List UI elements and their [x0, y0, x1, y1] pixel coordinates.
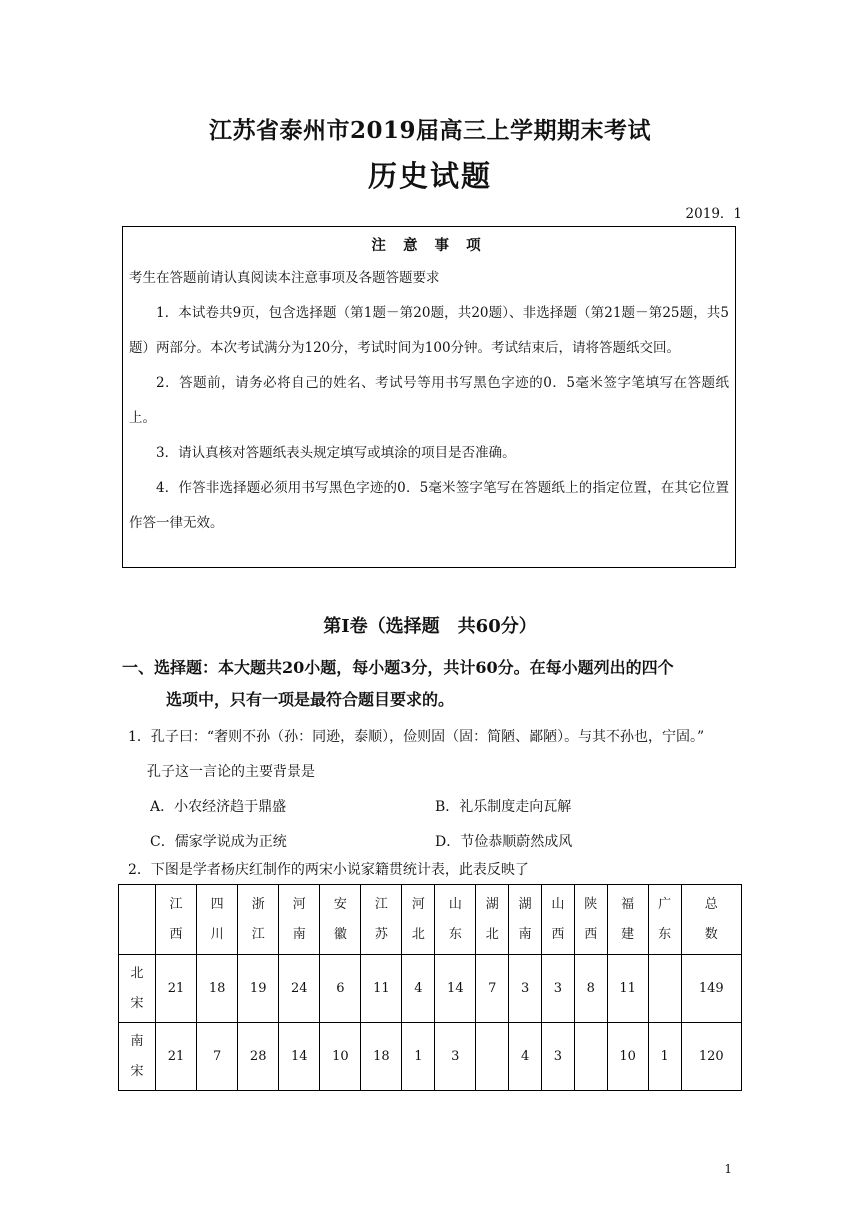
table-header-cell: [320, 885, 361, 955]
label-char: 南: [292, 926, 306, 942]
table-cell: 19: [238, 955, 279, 1023]
subject-title: 历史试题: [367, 159, 492, 193]
label-char: 四: [210, 896, 224, 912]
table-cell: 11: [607, 955, 648, 1023]
page-number: 1: [724, 1162, 732, 1176]
table-cell: 18: [197, 955, 238, 1023]
part-line-2: 选项中，只有一项是最符合题目要求的。: [166, 690, 455, 709]
vertical-label: [608, 890, 648, 950]
table-cell: 4: [509, 1023, 542, 1091]
label-char: 宋: [130, 995, 144, 1011]
label-char: 安: [333, 896, 347, 912]
question-1-stem-cont: 孔子这一言论的主要背景是: [147, 764, 315, 780]
table-cell: 3: [541, 955, 574, 1023]
label-char: 河: [292, 896, 306, 912]
table-cell: 1: [402, 1023, 435, 1091]
part-instructions: [122, 652, 738, 716]
notice-box: [122, 226, 736, 568]
label-char: 福: [621, 896, 635, 912]
table-header-cell: [648, 885, 681, 955]
table-cell: 149: [681, 955, 742, 1023]
notice-heading: 注 意 事 项: [371, 237, 487, 254]
table-header-cell: [197, 885, 238, 955]
label-char: 总: [704, 896, 718, 912]
vertical-label: [279, 890, 319, 950]
vertical-label: [238, 890, 278, 950]
vertical-label: [156, 890, 196, 950]
table-header-cell: [402, 885, 435, 955]
table-cell: 3: [435, 1023, 476, 1091]
vertical-label: [542, 890, 574, 950]
table-cell: 11: [361, 955, 402, 1023]
table-row: [119, 1023, 742, 1091]
question-2-stem: 2．下图是学者杨庆红制作的两宋小说家籍贯统计表，此表反映了: [128, 862, 529, 878]
label-char: 江: [374, 896, 388, 912]
table-row-label: [119, 955, 156, 1023]
label-char: 川: [210, 926, 224, 942]
table-header-cell: [361, 885, 402, 955]
label-char: 宋: [130, 1063, 144, 1079]
vertical-label: [320, 890, 360, 950]
table-header-cell: [435, 885, 476, 955]
table-cell: 14: [435, 955, 476, 1023]
vertical-label: [682, 890, 742, 950]
question-1: [128, 720, 742, 860]
question-1-option-b: B．礼乐制度走向瓦解: [435, 799, 572, 815]
table-cell: 7: [197, 1023, 238, 1091]
question-1-option-d: D．节俭恭顺蔚然成风: [435, 834, 573, 850]
vertical-label: [197, 890, 237, 950]
label-char: 东: [448, 926, 462, 942]
table-header-cell: [238, 885, 279, 955]
notice-intro: 考生在答题前请认真阅读本注意事项及各题答题要求: [129, 270, 440, 286]
label-char: 北: [130, 965, 144, 981]
notice-item-3: 3．请认真核对答题纸表头规定填写或填涂的项目是否准确。: [156, 445, 516, 461]
label-char: 山: [551, 896, 565, 912]
vertical-label: [509, 890, 541, 950]
table-cell: [476, 1023, 509, 1091]
vertical-label: [476, 890, 508, 950]
label-char: 西: [584, 926, 598, 942]
label-char: 南: [130, 1033, 144, 1049]
label-char: 东: [658, 926, 672, 942]
table-cell: 4: [402, 955, 435, 1023]
label-char: 湖: [518, 896, 532, 912]
vertical-label: [361, 890, 401, 950]
label-char: 山: [448, 896, 462, 912]
label-char: 南: [518, 926, 532, 942]
table-cell: 6: [320, 955, 361, 1023]
table-row: [119, 955, 742, 1023]
label-char: 江: [169, 896, 183, 912]
notice-item-2: 2．答题前，请务必将自己的姓名、考试号等用书写黑色字迹的0．5毫米签字笔填写在答题纸上。: [129, 375, 729, 426]
label-char: 北: [485, 926, 499, 942]
question-1-option-a: A．小农经济趋于鼎盛: [150, 799, 287, 815]
question-1-option-c: C．儒家学说成为正统: [150, 834, 287, 850]
label-char: 徽: [333, 926, 347, 942]
label-char: 浙: [251, 896, 265, 912]
table-header-cell: [681, 885, 742, 955]
vertical-label: [575, 890, 607, 950]
table-cell: 3: [509, 955, 542, 1023]
label-char: 苏: [374, 926, 388, 942]
vertical-label: [402, 890, 434, 950]
table-cell: 28: [238, 1023, 279, 1091]
label-char: 数: [704, 926, 718, 942]
label-char: 建: [621, 926, 635, 942]
label-char: 西: [169, 926, 183, 942]
table-header-cell: [509, 885, 542, 955]
table-cell: 10: [607, 1023, 648, 1091]
table-header-cell: [541, 885, 574, 955]
table-cell: 7: [476, 955, 509, 1023]
table-cell: 24: [279, 955, 320, 1023]
table-cell: 14: [279, 1023, 320, 1091]
vertical-label: [435, 890, 475, 950]
table-header-cell: [476, 885, 509, 955]
label-char: 河: [411, 896, 425, 912]
label-char: 北: [411, 926, 425, 942]
label-char: 广: [658, 896, 672, 912]
table-cell: 1: [648, 1023, 681, 1091]
table-cell: [574, 1023, 607, 1091]
table-corner-cell: [119, 885, 156, 955]
notice-item-1: 1．本试卷共9页，包含选择题（第1题－第20题，共20题）、非选择题（第21题－第25题，共5题）两部分。本次考试满分为120分，考试时间为100分钟。考试结束后，请将答题纸交回。: [129, 305, 729, 356]
novelist-origin-table: [118, 884, 742, 1091]
vertical-label: [649, 890, 681, 950]
label-char: 陕: [584, 896, 598, 912]
table-header-cell: [607, 885, 648, 955]
table-cell: 3: [541, 1023, 574, 1091]
table-cell: 8: [574, 955, 607, 1023]
section-title: 第Ⅰ卷（选择题 共60分）: [323, 616, 537, 637]
vertical-label: [119, 959, 155, 1019]
table-cell: 18: [361, 1023, 402, 1091]
vertical-label: [119, 1027, 155, 1087]
table-cell: 10: [320, 1023, 361, 1091]
table-header-cell: [279, 885, 320, 955]
table-row-label: [119, 1023, 156, 1091]
exam-date: 2019．1: [685, 206, 742, 222]
table-header-cell: [156, 885, 197, 955]
table-cell: 21: [156, 955, 197, 1023]
question-1-stem: 1．孔子曰：“奢则不孙（孙：同逊，泰顺），俭则固（固：简陋、鄙陋）。与其不孙也，宁固。”: [128, 729, 705, 745]
label-char: 西: [551, 926, 565, 942]
table-header-row: [119, 885, 742, 955]
table-cell: 21: [156, 1023, 197, 1091]
table-header-cell: [574, 885, 607, 955]
notice-item-4: 4．作答非选择题必须用书写黑色字迹的0．5毫米签字笔写在答题纸上的指定位置，在其它位置作答一律无效。: [129, 480, 729, 531]
exam-title: 江苏省泰州市2019届高三上学期期末考试: [208, 117, 651, 144]
label-char: 江: [251, 926, 265, 942]
part-line-1: 一、选择题：本大题共20小题，每小题3分，共计60分。在每小题列出的四个: [122, 658, 674, 677]
table-cell: [648, 955, 681, 1023]
label-char: 湖: [485, 896, 499, 912]
table-cell: 120: [681, 1023, 742, 1091]
